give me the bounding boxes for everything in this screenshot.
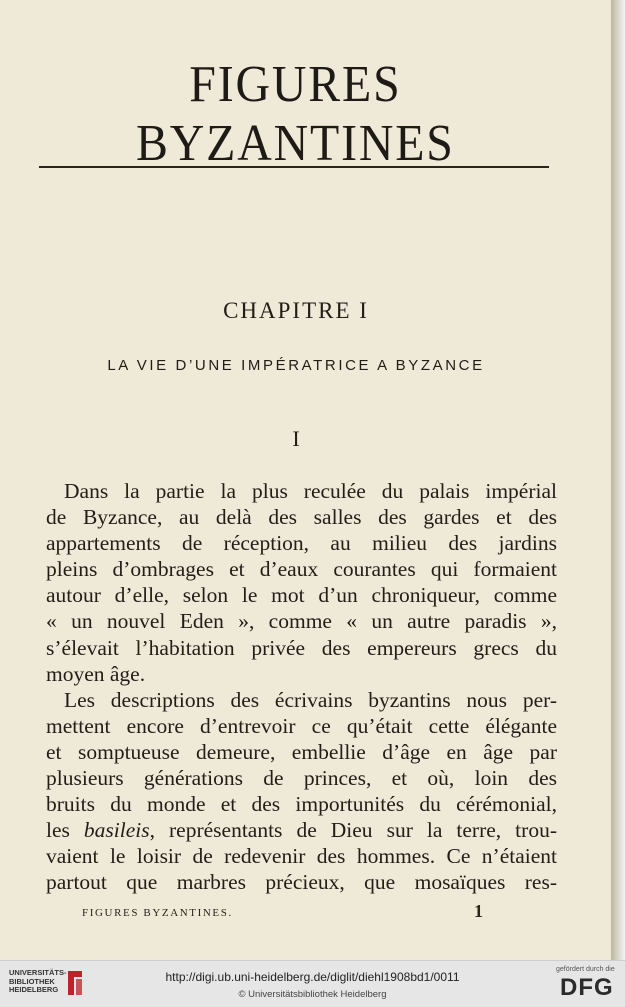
funded-by-label: gefördert durch die — [556, 966, 615, 973]
text-line: bruits du monde et des importunités du cérémonial, — [46, 792, 557, 817]
institution-line: BIBLIOTHEK — [9, 976, 55, 986]
text-line: « un nouvel Eden », comme « un autre paradis », — [46, 609, 557, 634]
text-line: pleins d’ombrages et d’eaux courantes qui formaient — [46, 557, 557, 582]
text-segment: , représentants de Dieu sur la terre, trou- — [149, 818, 557, 843]
section-number: I — [292, 426, 300, 451]
text-line: partout que marbres précieux, que mosaïques res- — [46, 870, 557, 895]
text-line: plusieurs générations de princes, et où, loin des — [46, 766, 557, 791]
title-rule — [39, 166, 549, 168]
text-line-with-italic — [46, 817, 557, 843]
text-line: de Byzance, au delà des salles des gardes et des — [46, 505, 557, 530]
text-line: autour d’elle, selon le mot d’un chroniqueur, comme — [46, 583, 557, 608]
page-number: 1 — [474, 901, 483, 921]
dfg-logo[interactable]: DFG — [560, 974, 614, 1001]
text-segment: les — [46, 818, 84, 843]
text-line: appartements de réception, au milieu des jardins — [46, 531, 557, 556]
copyright-notice: © Universitätsbibliothek Heidelberg — [238, 989, 387, 1000]
body-text — [46, 478, 557, 896]
institution-line: HEIDELBERG — [9, 985, 59, 994]
page-edge-shadow — [611, 0, 625, 960]
chapter-title: LA VIE D’UNE IMPÉRATRICE A BYZANCE — [107, 357, 485, 374]
permalink-url[interactable]: http://digi.ub.uni-heidelberg.de/diglit/diehl1908bd1/0011 — [165, 970, 460, 984]
text-line: et somptueuse demeure, embellie d’âge en âge par — [46, 739, 557, 764]
institution-line: UNIVERSITÄTS- — [9, 968, 67, 977]
text-line: s’élevait l’habitation privée des empereurs grecs du — [46, 635, 557, 660]
text-line: Les descriptions des écrivains byzantins nous per- — [64, 687, 557, 712]
chapter-number: CHAPITRE I — [223, 298, 369, 323]
text-line: moyen âge. — [46, 661, 146, 686]
running-title: FIGURES BYZANTINES — [136, 56, 455, 172]
text-line: mettent encore d’entrevoir ce qu’était cette élégante — [46, 713, 557, 738]
text-line: vaient le loisir de redevenir des hommes. Ce n’étaient — [46, 844, 557, 869]
footer-running-title: FIGURES BYZANTINES. — [82, 907, 233, 919]
viewer-info-bar — [0, 960, 625, 1007]
text-line: Dans la partie la plus reculée du palais impérial — [64, 479, 557, 503]
italic-term: basileis — [83, 818, 150, 843]
